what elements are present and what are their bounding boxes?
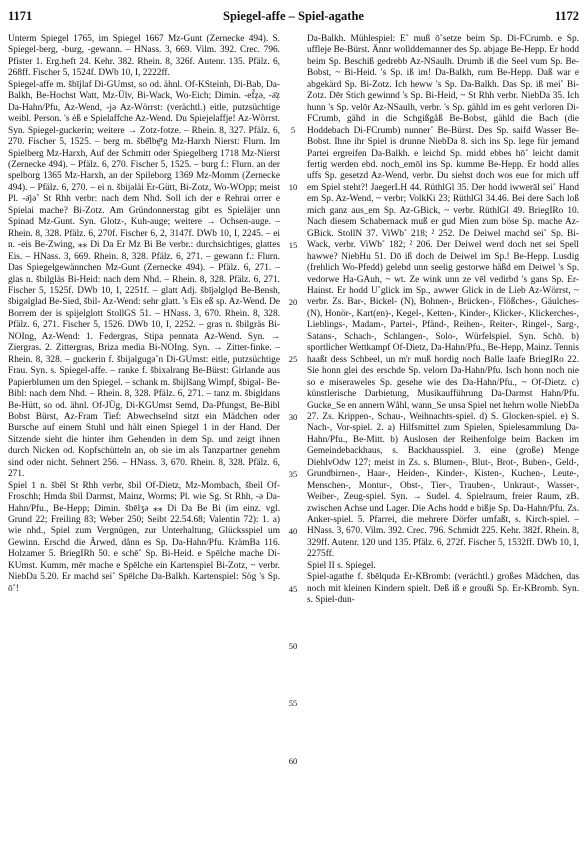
page-number-right: 1172 [554,9,579,23]
line-number: 30 [288,412,298,422]
line-number: 10 [288,182,298,192]
entry-spiel-1: Spiel 1 n. šbēl St Rhh verbr, šbil Of-Dietz, Mz-Mombach, šbeil Of-Froschh; Hmda šbil Darmst, Mainz, Worms; Pl. wie Sg. St Rhh, -ə Da-Hahn/Pfu., Be-Hepp; Dimin. šbēlʒə ⁎⁎ Di Da Be Bi (im einz. vgl. Grund 22; Freiling 83; Weber 250; Seibt 22.54.68; Valentin 72): 1. a) wie nhd., Spiel zum Vergnügen, zur Unterhaltung, Glücksspiel um Gewinn. Erschd die Ärwed, dånn es Sp. Da-Hahn/Pfu. KrämBa 116. Holzamer 5. BriegIRh 50. e schē˚ Sp. Bi-Heid. e Spēlche mache Di-KUmst. Kumm, mēr mache e Spēlche ein Kartenspiel Bi-Zotz, ~ verbr. NiebDa 5.20. Er machd sei˚ Spēlche Da-Balkh. Kartenspiel: Sög 's Sp. ō˚! [8,480,280,594]
line-number: 60 [288,756,298,766]
page-header [8,9,579,27]
line-number: 50 [288,641,298,651]
line-numbers [281,34,305,846]
entry-unterm-spiegel: Unterm Spiegel 1765, im Spiegel 1667 Mz-Gunt (Zernecke 494). S. Spiegel-berg, -burg, -gewann. – HNass. 3, 669. Vilm. 392. Crec. 796. Pfister 1. Erg.heft 24. Kehr. 382. Rhein. 8, 326f. Autenr. 135. Pfälz. 6, 268ff. Fischer 5, 1524f. DWb 10, I, 2222ff. [8,34,280,79]
left-column [8,34,280,846]
line-number: 40 [288,526,298,536]
running-head: Spiegel-affe – Spiel-agathe [223,9,364,23]
line-number: 15 [288,240,298,250]
line-number: 55 [288,698,298,708]
entry-spiel-2: Spiel II s. Spiegel. [307,560,376,571]
right-column [307,34,579,846]
entry-spiel-agathe: Spiel-agathe f. šbēlqudə Er-KBromb: (verächtl.) großes Mädchen, das noch mit kleinen Kindern spielt. Deß iß e groußi Sp. Er-KBromb. Syn. s. Spiel-dun- [307,572,579,606]
page-number-left: 1171 [8,9,33,23]
line-number: 35 [288,469,298,479]
entry-spiegel-affe: Spiegel-affe m. šbījlaf Di-GUmst, so od. ähnl. Of-KSteinh, Di-Bab, Da-Balkh, Be-Hochst Watt, Mz-Ülv, Bi-Wack, Wo-Eich; Dimin. -ef̌ẓə, -ə̄ẓ Da-Hahn/Pfu, Az-Wend, -jə Az-Wörrst: (verächtl.) eitle, putzsüchtige weibl. Person. 's ėß e Spielaffche Az-Wend. Du Spiejelaffje! Az-Wörrst. Syn. Spiegel-guckerin; weitere → Zotz-fotze. – Rhein. 8, 327. Pfälz. 6, 270. Fischer 5, 1525. – berg m. šbē̆lbę̄ᵉg Mz-Harxh Nierst: Flurn. Im Spielberg Mz-Harxh, Auf der Schmitt oder Spiegelberg 1718 Mz-Nierst (Zernecke 494). – Pfälz. 6, 270. Fischer 5, 1525. – burg f.: Flurn. an der spelborg 1365 Mz-Harxh, an der Spileborg 1369 Mz-Momm (Zernecke 494). – Pfälz. 6, 270. – ei n. šbijəläi Er-Gütt, Bi-Zotz, Wo-WOpp; meist Pl. -ə̄jə˚ St Rhh verbr: nach dem Nhd. Soll ich der e Rehrai orrer e Spielai mache? Bi-Zotz. Am Gründonnerstag gibt es Spieläjer unn Spinad Mz-Gunt. Syn. Glotz-, Kuh-auge; weitere → Ochsen-auge. – Rhein. 8, 328. Pfälz. 6, 270f. Fischer 6, 2, 3147f. DWb 10, I, 2245. – ei n. -eis Be-Zwing, ⁎⁎ Di Da Er Mz Bi Be verbr.: durchsichtiges, glattes Eis. – HNass. 3, 669. Rhein. 8, 328. Pfälz. 6, 271. – gewann f.: Flurn. Das Spiegelgewännchen Mz-Gunt (Zernecke 494). – Pfälz. 6, 271. – glas n. šbilgläs Bi-Heid: nach dem Nhd. – Rhein. 8, 328. Pfälz. 6, 271. Fischer 5, 1525f. DWb 10, I, 2251f. – glatt Adj. šbījəlglǫd Be-Bensh, šbigəlglad Be-Sied, šbil- Az-Wend: sehr glatt. 's Eis eß sp. Az-Wend. De Borrem der is spijelglott StollGS 51. – HNass. 3, 670. Rhein. 8, 328. Pfälz. 6, 271. Fischer 5, 1526. DWb 10, I, 2252. – gras n. šbilgräs Bi-NOIng, Az-Wend: 1. Federgras, Stipa pennata Az-Wend. Syn. → Ziergras. 2. Zittergras, Briza media Bi-NOIng. Syn. → Zitter-finke. – Rhein. 8, 328. – guckerin f. šbijəlgugə˚n Di-GUmst: eitle, putzsüchtige Frau. Syn. s. Spiegel-affe. – ranke f. šbixəlrang Be-Bürst: Girlande aus Papierblumen um den Spiegel. – schank m. šbijlšang Wimpf, šbigəl- Be-Bibl: nach dem Nhd. – Rhein. 8, 328. Pfälz. 6, 271. – tanz m. šbigldans Be-Hütt, so od. ähnl. Of-JÜg, Di-KGUmst Semd, Da-Pfungst, Be-Bibl Bobst Bürst, Az-Fram Tief: Abwechselnd sitzt ein Mädchen oder Bursche auf einem Stuhl und hält einen Spiegel 1 in der Hand. Der Sitzende sieht die hinter ihm Gehenden in dem Sp. und zeigt ihnen durch Nicken od. Kopfschütteln an, ob sie im als Tanzpartner genehm sind oder nicht. Sehnert 256. – HNass. 3, 670. Rhein. 8, 328. Pfälz. 6, 271. [8,79,280,480]
line-number: 20 [288,297,298,307]
entry-spiel-1-continued: Da-Balkh. Mühlespiel: E˚ muß ō˚setze beim Sp. Di-FCrumb. e Sp. uffleje Be-Bürst. Ännr wollddemanner des Sp. abjage Be-Hepp. Er hodd beim Sp. Beschiß gedrebb Az-NSaulh. Drumb iß die Seel vum Sp. Be-Bobst, ~ Bi-Heid. 's Sp. iß im! Da-Balkh, rum Be-Hepp. Daß war e abgekärd Sp. Bi-Zotz. Ich heww 's Sp. Da-Balkh. Das Sp. iß mei˚ Bi-Zotz. Dēr Stich gewinnd 's Sp. Bi-Heid, ~ St Rhh verbr. NiebDa 35. Ich hunn 's Sp. velōr Az-NSaulh, verbr. 's Sp. gähld im es geht verloren Di-FCrumb, gähd in die Schgißgåß Be-Bobst, gähld die Bach (die Hoddebach Di-FCrumb) nunner˚ Be-Bürst. Des Sp. saifd Wasser Be-Bobst. Ihne ihr Spiel is drunne NiebDa 8. sich ins Sp. lege für jemand Partei ergreifen Da-Balkh. e leichd Sp. midd ebbes hō˚ leicht damit fertig werden ebd. noch_emōl ins Sp. kumme Be-Hepp. Er hodd alles uffs Sp. gesetzd Az-Wend, verbr. Du siehst doch wos eue for mich uff em Spiel steht?! JaegerLH 44. RüthlGl 35. Der hodd iwwerāl sei˚ Hand em Sp. Az-Wend, ~ verbr; VolkKi 23; RüthlGl 34.46. Bei dere Sach loß mich ganz aus_em Sp. Az-GBick, ~ verbr. RüthlGl 49. BriegIRo 10. Nach diesem Schabernack muß er gud Mien zum böse Sp. mache Az-GBick. StollN 37. ViWb˚ 218; ² 252. De Deiwel machd sei˚ Sp. Bi-Wack, verbr. ViWb˚ 182; ² 206. Der Deiwel werd doch net sei Spell hawwe? NiebHu 51. Dō iß doch de Deiwel im Sp.! Be-Hepp. Lusdig (frehlich Wo-Pfedd) gelebd unn seelig gestorwe häßd em Deiwel 's Sp. vedorwe Ha-GAuh, ~ wt. Ze wink unn ze vēl vedirbd 's gans Sp. Er-Hainst. Er hodd U˚glick im Sp., awwer Glick in de Lieb Az-Wörrst, ~ verbr. Zs. Bar-, Bickel- (N), Bohnen-, Brücken-, Flößches-, Gäulches- (N), Honör-, Kart(en)-, Kegel-, Ketten-, Kinder-, Klicker-, Klickerches-, Lieblings-, Madam-, Partei-, Pfänd-, Reihen-, Reiter-, Ringel-, Sarg-, Satans-, Schach-, Schlangen-, Solo-, Würfelspiel. Syn. Schō. b) sportlicher Wettkampf Of-Dietz, Da-Hahn/Pfu., Be-Hepp, Mainz. Tennis haaßt dess Schbeel, un m'r muß hordig noch Balle laafe BriegIRo 22. Sie honn glei des erschde Sp. velorn Da-Hahn/Pfu. Isch honn noch nie so e miseraweles Sp. gesehe wie des Da-Hahn/Pfu., ~ Of-Dietz. c) künstlerische Darbietung, Musikaufführung Da-Darmst Hahn/Pfu. Gucke_Se en annern Wåhl, wann_Se unsa Spiel net hehrn wolle NiebDa 27. Zs. Krippen-, Schau-, Weihnachts-spiel. d) S. Glocken-spiel. e) S. Nach-, Vor-spiel. 2. a) Hilfsmittel zum Spielen, Spielesammlung Da-Hahn/Pfu., Be-Mitt. b) Auslosen der Reihenfolge beim Backen im Gemeindebackhaus, s. Backhausspiel. 3. eine (große) Menge DiehlvOdw 127; meist in Zs. s. Blumen-, Blut-, Brot-, Buben-, Geld-, Grundbirnen-, Haar-, Heiden-, Kinder-, Kisten-, Kuchen-, Leute-, Menschen-, Montur-, Obst-, Tier-, Trauben-, Unkraut-, Wasser-, Weiber-, Zeug-spiel. Syn. → Sudel. 4. Spielraum, freier Raum, zB. zwischen Achse und Lager. Die Achs hodd e bißje Sp. Da-Hahn/Pfu. Zs. Anker-spiel. 5. Pfarrei, die mehrere Dörfer umfaßt, s. Kirch-spiel. – HNass. 3, 670. Vilm. 392. Crec. 796. Schmidt 225. Kehr. 382f. Rhein. 8, 329ff. Autenr. 120 und 135. Pfälz. 6, 272f. Fischer 5, 1532ff. DWb 10, I, 2275ff. [307,34,579,560]
line-number: 5 [290,125,296,135]
line-number: 45 [288,584,298,594]
line-number: 25 [288,354,298,364]
